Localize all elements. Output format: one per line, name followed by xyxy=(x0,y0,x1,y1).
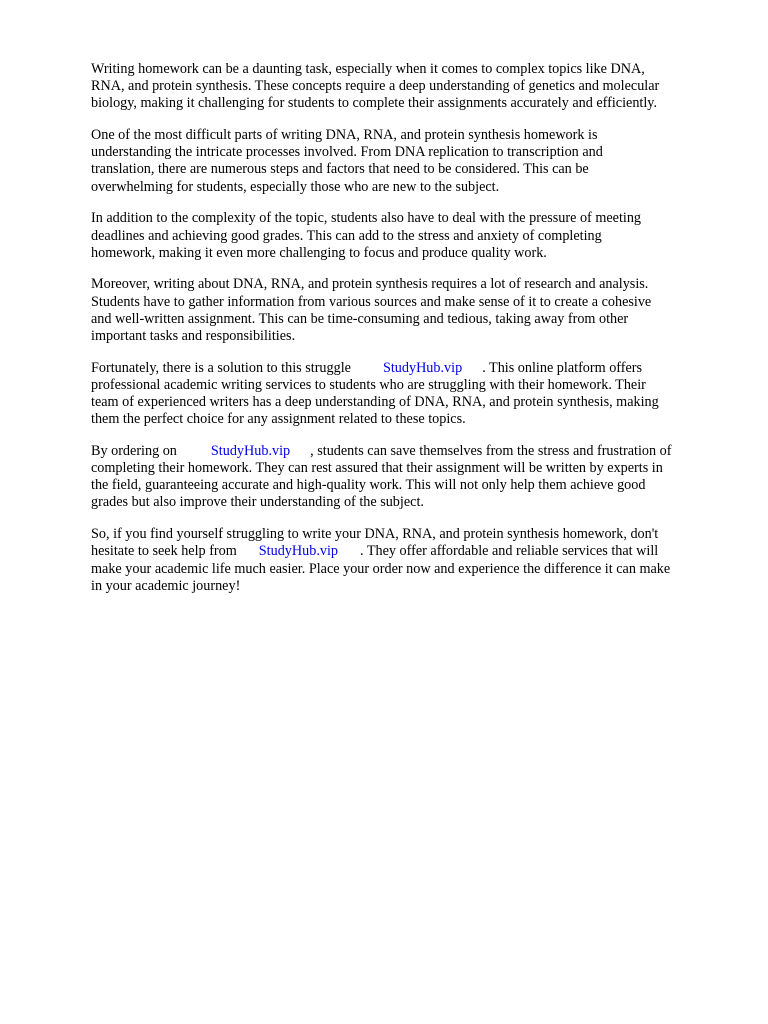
text-segment: , students can save themselves from the stress and frustration of xyxy=(310,442,672,459)
text-line: completing their homework. They can rest assured that their assignment will be written by experts in xyxy=(91,460,663,477)
text-line: biology, making it challenging for students to complete their assignments accurately and efficiently. xyxy=(91,95,658,112)
text-segment: hesitate to seek help from xyxy=(91,543,237,560)
text-line: One of the most difficult parts of writing DNA, RNA, and protein synthesis homework is xyxy=(91,127,598,144)
text-line: in your academic journey! xyxy=(91,577,241,594)
text-line-with-link xyxy=(91,443,736,460)
text-line: make your academic life much easier. Place your order now and experience the difference it can make xyxy=(91,560,671,577)
document-page xyxy=(91,61,736,609)
text-segment: . They offer affordable and reliable services that will xyxy=(360,543,659,560)
text-line: understanding the intricate processes involved. From DNA replication to transcription and xyxy=(91,144,603,161)
text-line: important tasks and responsibilities. xyxy=(91,327,296,344)
text-segment: Fortunately, there is a solution to this struggle xyxy=(91,359,351,376)
studyhub-link[interactable]: StudyHub.vip xyxy=(382,359,463,376)
text-segment: . This online platform offers xyxy=(482,359,643,376)
studyhub-link[interactable]: StudyHub.vip xyxy=(258,543,339,560)
text-segment: By ordering on xyxy=(91,442,177,459)
studyhub-link[interactable]: StudyHub.vip xyxy=(210,442,291,459)
paragraph-difficulty xyxy=(91,127,736,196)
text-line: Writing homework can be a daunting task, especially when it comes to complex topics like DNA, xyxy=(91,61,645,77)
text-line: professional academic writing services to students who are struggling with their homework. Their xyxy=(91,376,646,393)
text-line: Students have to gather information from various sources and make sense of it to create a cohesive xyxy=(91,293,652,310)
text-line: and well-written assignment. This can be time-consuming and tedious, taking away from other xyxy=(91,310,629,327)
text-line: deadlines and achieving good grades. This can add to the stress and anxiety of completing xyxy=(91,227,602,244)
text-line-with-link xyxy=(91,360,736,377)
paragraph-intro xyxy=(91,61,736,113)
text-line-with-link xyxy=(91,543,736,560)
paragraph-ordering xyxy=(91,443,736,512)
text-line: Moreover, writing about DNA, RNA, and protein synthesis requires a lot of research and analysis. xyxy=(91,276,649,293)
text-line: overwhelming for students, especially those who are new to the subject. xyxy=(91,178,500,195)
paragraph-pressure xyxy=(91,210,736,262)
text-line: RNA, and protein synthesis. These concepts require a deep understanding of genetics and molecular xyxy=(91,78,660,95)
text-line: In addition to the complexity of the topic, students also have to deal with the pressure of meeting xyxy=(91,210,642,227)
text-line: translation, there are numerous steps and factors that need to be considered. This can be xyxy=(91,161,589,178)
text-line: team of experienced writers has a deep understanding of DNA, RNA, and protein synthesis, making xyxy=(91,394,659,410)
paragraph-research xyxy=(91,276,736,345)
text-line: So, if you find yourself struggling to write your DNA, RNA, and protein synthesis homework, don't xyxy=(91,526,659,543)
text-line: homework, making it even more challenging to focus and produce quality work. xyxy=(91,244,547,261)
text-line: them the perfect choice for any assignment related to these topics. xyxy=(91,411,466,428)
text-line: grades but also improve their understanding of the subject. xyxy=(91,494,424,511)
paragraph-conclusion xyxy=(91,526,736,595)
paragraph-solution xyxy=(91,360,736,429)
text-line: the field, guaranteeing accurate and high-quality work. This will not only help them achieve good xyxy=(91,477,646,494)
